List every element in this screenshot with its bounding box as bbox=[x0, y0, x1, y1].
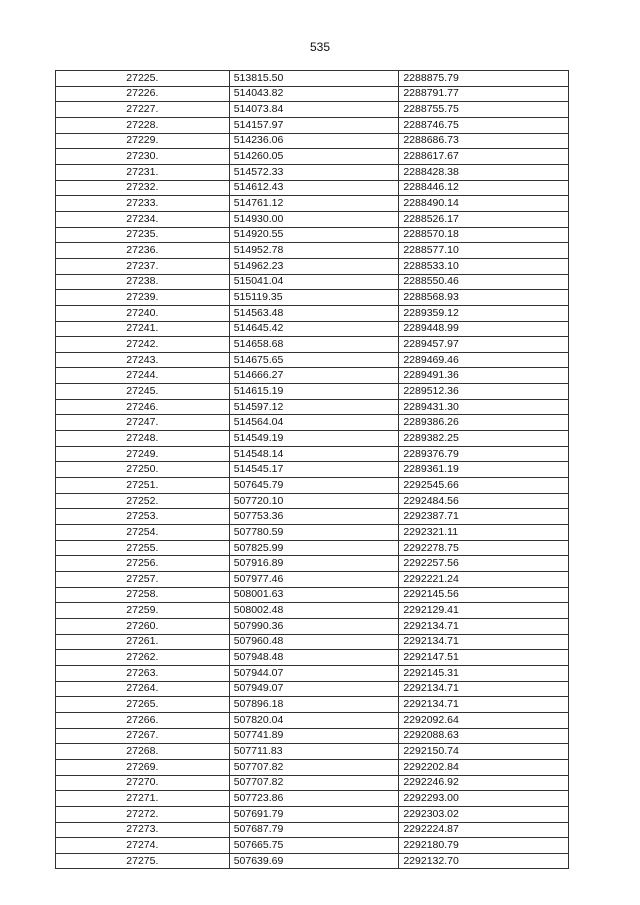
point-number-cell: 27231. bbox=[56, 164, 230, 180]
table-row bbox=[56, 509, 569, 525]
x-coordinate-cell: 514564.04 bbox=[229, 415, 399, 431]
x-coordinate-cell: 507977.46 bbox=[229, 572, 399, 588]
point-number-cell: 27237. bbox=[56, 258, 230, 274]
y-coordinate-cell: 2292132.70 bbox=[399, 853, 569, 869]
table-row bbox=[56, 665, 569, 681]
y-coordinate-cell: 2288568.93 bbox=[399, 290, 569, 306]
x-coordinate-cell: 507820.04 bbox=[229, 712, 399, 728]
point-number-cell: 27268. bbox=[56, 744, 230, 760]
x-coordinate-cell: 507948.48 bbox=[229, 650, 399, 666]
y-coordinate-cell: 2292180.79 bbox=[399, 838, 569, 854]
x-coordinate-cell: 514952.78 bbox=[229, 243, 399, 259]
point-number-cell: 27259. bbox=[56, 603, 230, 619]
table-row bbox=[56, 744, 569, 760]
table-row bbox=[56, 618, 569, 634]
y-coordinate-cell: 2292545.66 bbox=[399, 478, 569, 494]
x-coordinate-cell: 514548.14 bbox=[229, 446, 399, 462]
x-coordinate-cell: 507707.82 bbox=[229, 759, 399, 775]
point-number-cell: 27270. bbox=[56, 775, 230, 791]
x-coordinate-cell: 514666.27 bbox=[229, 368, 399, 384]
y-coordinate-cell: 2292134.71 bbox=[399, 697, 569, 713]
table-row bbox=[56, 493, 569, 509]
y-coordinate-cell: 2292224.87 bbox=[399, 822, 569, 838]
table-row bbox=[56, 681, 569, 697]
x-coordinate-cell: 508001.63 bbox=[229, 587, 399, 603]
y-coordinate-cell: 2292145.56 bbox=[399, 587, 569, 603]
x-coordinate-cell: 514549.19 bbox=[229, 431, 399, 447]
table-row bbox=[56, 791, 569, 807]
table-row bbox=[56, 822, 569, 838]
x-coordinate-cell: 514615.19 bbox=[229, 384, 399, 400]
y-coordinate-cell: 2289376.79 bbox=[399, 446, 569, 462]
table-row bbox=[56, 462, 569, 478]
x-coordinate-cell: 507753.36 bbox=[229, 509, 399, 525]
table-row bbox=[56, 117, 569, 133]
table-row bbox=[56, 211, 569, 227]
y-coordinate-cell: 2292484.56 bbox=[399, 493, 569, 509]
y-coordinate-cell: 2292321.11 bbox=[399, 525, 569, 541]
x-coordinate-cell: 507711.83 bbox=[229, 744, 399, 760]
y-coordinate-cell: 2288550.46 bbox=[399, 274, 569, 290]
y-coordinate-cell: 2292129.41 bbox=[399, 603, 569, 619]
table-row bbox=[56, 321, 569, 337]
point-number-cell: 27234. bbox=[56, 211, 230, 227]
x-coordinate-cell: 508002.48 bbox=[229, 603, 399, 619]
table-row bbox=[56, 102, 569, 118]
point-number-cell: 27272. bbox=[56, 806, 230, 822]
x-coordinate-cell: 507896.18 bbox=[229, 697, 399, 713]
x-coordinate-cell: 513815.50 bbox=[229, 71, 399, 87]
table-row bbox=[56, 556, 569, 572]
x-coordinate-cell: 514572.33 bbox=[229, 164, 399, 180]
point-number-cell: 27267. bbox=[56, 728, 230, 744]
point-number-cell: 27255. bbox=[56, 540, 230, 556]
y-coordinate-cell: 2292257.56 bbox=[399, 556, 569, 572]
point-number-cell: 27250. bbox=[56, 462, 230, 478]
x-coordinate-cell: 507741.89 bbox=[229, 728, 399, 744]
table-row bbox=[56, 697, 569, 713]
x-coordinate-cell: 507960.48 bbox=[229, 634, 399, 650]
y-coordinate-cell: 2292202.84 bbox=[399, 759, 569, 775]
table-row bbox=[56, 634, 569, 650]
y-coordinate-cell: 2292134.71 bbox=[399, 634, 569, 650]
point-number-cell: 27241. bbox=[56, 321, 230, 337]
table-row bbox=[56, 196, 569, 212]
table-row bbox=[56, 164, 569, 180]
y-coordinate-cell: 2289361.19 bbox=[399, 462, 569, 478]
table-row bbox=[56, 603, 569, 619]
x-coordinate-cell: 514930.00 bbox=[229, 211, 399, 227]
point-number-cell: 27225. bbox=[56, 71, 230, 87]
coordinates-table-body bbox=[56, 71, 569, 869]
point-number-cell: 27249. bbox=[56, 446, 230, 462]
table-row bbox=[56, 650, 569, 666]
point-number-cell: 27232. bbox=[56, 180, 230, 196]
point-number-cell: 27271. bbox=[56, 791, 230, 807]
table-row bbox=[56, 712, 569, 728]
x-coordinate-cell: 507916.89 bbox=[229, 556, 399, 572]
table-row bbox=[56, 431, 569, 447]
table-row bbox=[56, 243, 569, 259]
table-row bbox=[56, 352, 569, 368]
point-number-cell: 27265. bbox=[56, 697, 230, 713]
y-coordinate-cell: 2292088.63 bbox=[399, 728, 569, 744]
x-coordinate-cell: 507691.79 bbox=[229, 806, 399, 822]
x-coordinate-cell: 514645.42 bbox=[229, 321, 399, 337]
point-number-cell: 27240. bbox=[56, 305, 230, 321]
y-coordinate-cell: 2289512.36 bbox=[399, 384, 569, 400]
y-coordinate-cell: 2288533.10 bbox=[399, 258, 569, 274]
x-coordinate-cell: 515119.35 bbox=[229, 290, 399, 306]
point-number-cell: 27247. bbox=[56, 415, 230, 431]
y-coordinate-cell: 2288686.73 bbox=[399, 133, 569, 149]
y-coordinate-cell: 2288755.75 bbox=[399, 102, 569, 118]
point-number-cell: 27236. bbox=[56, 243, 230, 259]
x-coordinate-cell: 507944.07 bbox=[229, 665, 399, 681]
point-number-cell: 27227. bbox=[56, 102, 230, 118]
y-coordinate-cell: 2292303.02 bbox=[399, 806, 569, 822]
point-number-cell: 27261. bbox=[56, 634, 230, 650]
table-row bbox=[56, 149, 569, 165]
x-coordinate-cell: 507723.86 bbox=[229, 791, 399, 807]
x-coordinate-cell: 514675.65 bbox=[229, 352, 399, 368]
y-coordinate-cell: 2292246.92 bbox=[399, 775, 569, 791]
point-number-cell: 27254. bbox=[56, 525, 230, 541]
table-row bbox=[56, 258, 569, 274]
y-coordinate-cell: 2288791.77 bbox=[399, 86, 569, 102]
table-row bbox=[56, 759, 569, 775]
coordinates-table bbox=[55, 70, 569, 869]
y-coordinate-cell: 2292092.64 bbox=[399, 712, 569, 728]
y-coordinate-cell: 2292150.74 bbox=[399, 744, 569, 760]
x-coordinate-cell: 514563.48 bbox=[229, 305, 399, 321]
table-row bbox=[56, 384, 569, 400]
y-coordinate-cell: 2289448.99 bbox=[399, 321, 569, 337]
point-number-cell: 27235. bbox=[56, 227, 230, 243]
x-coordinate-cell: 507825.99 bbox=[229, 540, 399, 556]
y-coordinate-cell: 2288490.14 bbox=[399, 196, 569, 212]
y-coordinate-cell: 2292145.31 bbox=[399, 665, 569, 681]
point-number-cell: 27243. bbox=[56, 352, 230, 368]
x-coordinate-cell: 514658.68 bbox=[229, 337, 399, 353]
y-coordinate-cell: 2292293.00 bbox=[399, 791, 569, 807]
y-coordinate-cell: 2289457.97 bbox=[399, 337, 569, 353]
x-coordinate-cell: 514043.82 bbox=[229, 86, 399, 102]
table-row bbox=[56, 478, 569, 494]
table-row bbox=[56, 399, 569, 415]
table-row bbox=[56, 305, 569, 321]
x-coordinate-cell: 514260.05 bbox=[229, 149, 399, 165]
y-coordinate-cell: 2288875.79 bbox=[399, 71, 569, 87]
table-row bbox=[56, 446, 569, 462]
y-coordinate-cell: 2289359.12 bbox=[399, 305, 569, 321]
x-coordinate-cell: 514073.84 bbox=[229, 102, 399, 118]
table-row bbox=[56, 368, 569, 384]
point-number-cell: 27229. bbox=[56, 133, 230, 149]
point-number-cell: 27275. bbox=[56, 853, 230, 869]
point-number-cell: 27238. bbox=[56, 274, 230, 290]
point-number-cell: 27266. bbox=[56, 712, 230, 728]
x-coordinate-cell: 514545.17 bbox=[229, 462, 399, 478]
table-row bbox=[56, 227, 569, 243]
y-coordinate-cell: 2292134.71 bbox=[399, 681, 569, 697]
x-coordinate-cell: 507990.36 bbox=[229, 618, 399, 634]
point-number-cell: 27253. bbox=[56, 509, 230, 525]
y-coordinate-cell: 2289469.46 bbox=[399, 352, 569, 368]
y-coordinate-cell: 2289386.26 bbox=[399, 415, 569, 431]
point-number-cell: 27245. bbox=[56, 384, 230, 400]
table-row bbox=[56, 572, 569, 588]
table-row bbox=[56, 540, 569, 556]
x-coordinate-cell: 514612.43 bbox=[229, 180, 399, 196]
table-row bbox=[56, 838, 569, 854]
y-coordinate-cell: 2289382.25 bbox=[399, 431, 569, 447]
point-number-cell: 27258. bbox=[56, 587, 230, 603]
y-coordinate-cell: 2289431.30 bbox=[399, 399, 569, 415]
point-number-cell: 27257. bbox=[56, 572, 230, 588]
table-row bbox=[56, 86, 569, 102]
point-number-cell: 27242. bbox=[56, 337, 230, 353]
x-coordinate-cell: 514962.23 bbox=[229, 258, 399, 274]
y-coordinate-cell: 2289491.36 bbox=[399, 368, 569, 384]
y-coordinate-cell: 2288617.67 bbox=[399, 149, 569, 165]
y-coordinate-cell: 2292278.75 bbox=[399, 540, 569, 556]
point-number-cell: 27228. bbox=[56, 117, 230, 133]
x-coordinate-cell: 514236.06 bbox=[229, 133, 399, 149]
point-number-cell: 27260. bbox=[56, 618, 230, 634]
x-coordinate-cell: 507665.75 bbox=[229, 838, 399, 854]
table-row bbox=[56, 274, 569, 290]
point-number-cell: 27252. bbox=[56, 493, 230, 509]
point-number-cell: 27226. bbox=[56, 86, 230, 102]
x-coordinate-cell: 507707.82 bbox=[229, 775, 399, 791]
page-number: 535 bbox=[309, 40, 331, 54]
y-coordinate-cell: 2292147.51 bbox=[399, 650, 569, 666]
point-number-cell: 27251. bbox=[56, 478, 230, 494]
y-coordinate-cell: 2288570.18 bbox=[399, 227, 569, 243]
point-number-cell: 27246. bbox=[56, 399, 230, 415]
table-row bbox=[56, 525, 569, 541]
x-coordinate-cell: 507720.10 bbox=[229, 493, 399, 509]
x-coordinate-cell: 514920.55 bbox=[229, 227, 399, 243]
table-row bbox=[56, 775, 569, 791]
x-coordinate-cell: 514157.97 bbox=[229, 117, 399, 133]
point-number-cell: 27269. bbox=[56, 759, 230, 775]
table-row bbox=[56, 415, 569, 431]
x-coordinate-cell: 507949.07 bbox=[229, 681, 399, 697]
table-row bbox=[56, 71, 569, 87]
y-coordinate-cell: 2292221.24 bbox=[399, 572, 569, 588]
y-coordinate-cell: 2288428.38 bbox=[399, 164, 569, 180]
table-row bbox=[56, 180, 569, 196]
y-coordinate-cell: 2288577.10 bbox=[399, 243, 569, 259]
x-coordinate-cell: 515041.04 bbox=[229, 274, 399, 290]
point-number-cell: 27274. bbox=[56, 838, 230, 854]
table-row bbox=[56, 133, 569, 149]
point-number-cell: 27244. bbox=[56, 368, 230, 384]
x-coordinate-cell: 514761.12 bbox=[229, 196, 399, 212]
x-coordinate-cell: 507780.59 bbox=[229, 525, 399, 541]
point-number-cell: 27264. bbox=[56, 681, 230, 697]
table-row bbox=[56, 806, 569, 822]
point-number-cell: 27262. bbox=[56, 650, 230, 666]
x-coordinate-cell: 507645.79 bbox=[229, 478, 399, 494]
x-coordinate-cell: 514597.12 bbox=[229, 399, 399, 415]
table-row bbox=[56, 728, 569, 744]
table-row bbox=[56, 337, 569, 353]
point-number-cell: 27233. bbox=[56, 196, 230, 212]
y-coordinate-cell: 2292387.71 bbox=[399, 509, 569, 525]
table-row bbox=[56, 853, 569, 869]
y-coordinate-cell: 2288526.17 bbox=[399, 211, 569, 227]
point-number-cell: 27256. bbox=[56, 556, 230, 572]
y-coordinate-cell: 2288446.12 bbox=[399, 180, 569, 196]
table-row bbox=[56, 587, 569, 603]
point-number-cell: 27230. bbox=[56, 149, 230, 165]
point-number-cell: 27273. bbox=[56, 822, 230, 838]
y-coordinate-cell: 2292134.71 bbox=[399, 618, 569, 634]
table-row bbox=[56, 290, 569, 306]
point-number-cell: 27248. bbox=[56, 431, 230, 447]
point-number-cell: 27239. bbox=[56, 290, 230, 306]
y-coordinate-cell: 2288746.75 bbox=[399, 117, 569, 133]
x-coordinate-cell: 507687.79 bbox=[229, 822, 399, 838]
x-coordinate-cell: 507639.69 bbox=[229, 853, 399, 869]
point-number-cell: 27263. bbox=[56, 665, 230, 681]
